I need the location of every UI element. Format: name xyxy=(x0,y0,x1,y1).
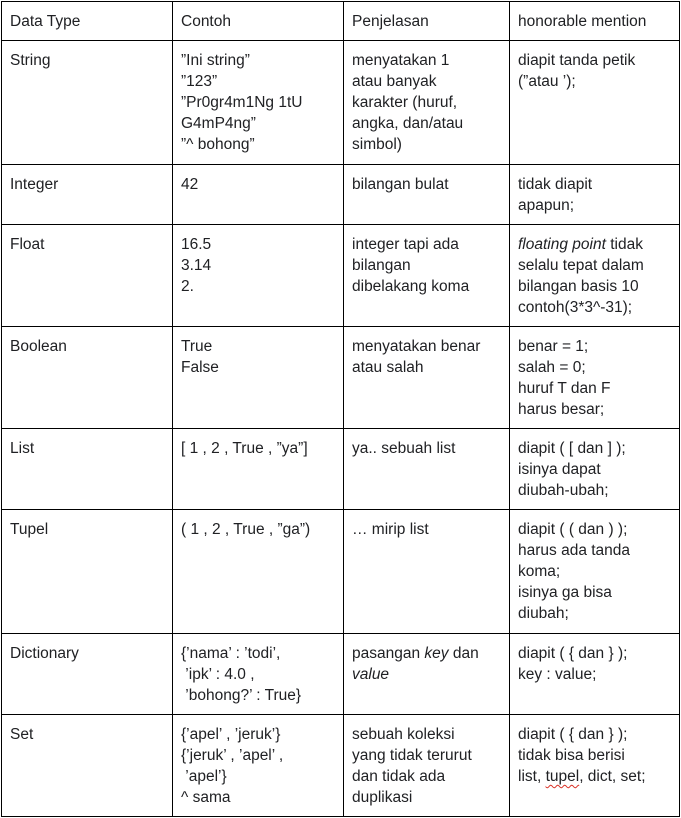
mention-line: diapit ( [ dan ] ); xyxy=(518,440,626,457)
contoh-cell xyxy=(173,165,344,225)
type-cell: String xyxy=(2,41,173,165)
mention-line: (”atau ’); xyxy=(518,73,576,90)
contoh-line: {’jeruk’ , ’apel’ , xyxy=(181,747,284,764)
data-types-table xyxy=(1,1,680,817)
mention-cell xyxy=(510,41,680,165)
type-cell: Integer xyxy=(2,165,173,225)
penjelasan-line: angka, dan/atau xyxy=(352,115,464,132)
penjelasan-cell xyxy=(344,327,510,429)
contoh-line: G4mP4ng” xyxy=(181,115,256,132)
mention-line: key : value; xyxy=(518,666,597,683)
penjelasan-cell xyxy=(344,510,510,634)
mention-line: diapit tanda petik xyxy=(518,52,636,69)
mention-line: tidak bisa berisi xyxy=(518,747,625,764)
type-cell: Tupel xyxy=(2,510,173,634)
penjelasan-line: dan tidak ada xyxy=(352,768,446,785)
contoh-line: ”123” xyxy=(181,73,218,90)
contoh-line: {’nama’ : ’todi’, xyxy=(181,645,281,662)
header-cell-honorable-mention: honorable mention xyxy=(510,2,680,41)
header-cell-penjelasan: Penjelasan xyxy=(344,2,510,41)
penjelasan-line: dibelakang koma xyxy=(352,278,470,295)
mention-cell xyxy=(510,715,680,817)
contoh-line: ’bohong?’ : True} xyxy=(181,687,302,704)
table-row xyxy=(2,41,680,165)
penjelasan-line: bilangan bulat xyxy=(352,176,449,193)
mention-line xyxy=(518,234,671,255)
contoh-line: ”^ bohong” xyxy=(181,136,255,153)
mention-cell xyxy=(510,327,680,429)
penjelasan-line: yang tidak terurut xyxy=(352,747,472,764)
contoh-cell xyxy=(173,715,344,817)
table-row xyxy=(2,327,680,429)
contoh-line: ”Pr0gr4m1Ng 1tU xyxy=(181,94,303,111)
mention-line: benar = 1; xyxy=(518,338,589,355)
mention-line: harus ada tanda xyxy=(518,542,631,559)
mention-line xyxy=(518,766,671,787)
type-cell: Boolean xyxy=(2,327,173,429)
mention-italic-term: floating point xyxy=(518,236,606,253)
mention-line: selalu tepat dalam xyxy=(518,257,644,274)
table-row xyxy=(2,225,680,327)
penjelasan-line: atau banyak xyxy=(352,73,437,90)
contoh-cell xyxy=(173,327,344,429)
mention-line: bilangan basis 10 xyxy=(518,278,639,295)
penjelasan-line: ya.. sebuah list xyxy=(352,440,456,457)
penjelasan-cell xyxy=(344,41,510,165)
mention-line: diubah-ubah; xyxy=(518,482,609,499)
mention-line: diapit ( ( dan ) ); xyxy=(518,521,628,538)
type-cell: Set xyxy=(2,715,173,817)
mention-line: tidak diapit xyxy=(518,176,593,193)
penjelasan-cell xyxy=(344,429,510,510)
penjelasan-cell xyxy=(344,225,510,327)
penjelasan-line: simbol) xyxy=(352,136,402,153)
contoh-line: True xyxy=(181,338,213,355)
penjelasan-cell xyxy=(344,715,510,817)
contoh-line: 2. xyxy=(181,278,194,295)
contoh-cell xyxy=(173,634,344,715)
mention-cell xyxy=(510,165,680,225)
header-cell-data-type: Data Type xyxy=(2,2,173,41)
contoh-line: 16.5 xyxy=(181,236,212,253)
penjelasan-line: karakter (huruf, xyxy=(352,94,458,111)
mention-cell xyxy=(510,225,680,327)
contoh-line: 42 xyxy=(181,176,199,193)
mention-line: isinya ga bisa xyxy=(518,584,612,601)
contoh-line: ( 1 , 2 , True , ”ga”) xyxy=(181,521,311,538)
penjelasan-line: menyatakan 1 xyxy=(352,52,450,69)
type-cell: Dictionary xyxy=(2,634,173,715)
penjelasan-cell xyxy=(344,165,510,225)
penjelasan-text: pasangan xyxy=(352,645,425,662)
mention-line: diubah; xyxy=(518,605,569,622)
mention-line: contoh(3*3^-31); xyxy=(518,299,633,316)
contoh-line: 3.14 xyxy=(181,257,212,274)
penjelasan-line: … mirip list xyxy=(352,521,429,538)
contoh-line: False xyxy=(181,359,219,376)
mention-line: apapun; xyxy=(518,197,575,214)
penjelasan-text: dan xyxy=(448,645,479,662)
table-row xyxy=(2,510,680,634)
table-row xyxy=(2,715,680,817)
contoh-cell xyxy=(173,429,344,510)
contoh-cell xyxy=(173,41,344,165)
penjelasan-line: menyatakan benar xyxy=(352,338,481,355)
penjelasan-line: duplikasi xyxy=(352,789,413,806)
type-cell: List xyxy=(2,429,173,510)
contoh-line: ’ipk’ : 4.0 , xyxy=(181,666,255,683)
penjelasan-italic-value: value xyxy=(352,666,390,683)
contoh-cell xyxy=(173,510,344,634)
table-row xyxy=(2,634,680,715)
table-row xyxy=(2,165,680,225)
mention-cell xyxy=(510,634,680,715)
penjelasan-line: integer tapi ada xyxy=(352,236,459,253)
contoh-line: ’apel’} xyxy=(181,768,227,785)
contoh-line: ^ sama xyxy=(181,789,231,806)
mention-line: koma; xyxy=(518,563,561,580)
penjelasan-italic-key: key xyxy=(424,645,449,662)
mention-line: diapit ( { dan } ); xyxy=(518,645,628,662)
penjelasan-line xyxy=(352,643,501,664)
table-row xyxy=(2,429,680,510)
mention-line: huruf T dan F xyxy=(518,380,611,397)
mention-line: harus besar; xyxy=(518,401,605,418)
header-cell-contoh: Contoh xyxy=(173,2,344,41)
mention-line: isinya dapat xyxy=(518,461,601,478)
mention-line: salah = 0; xyxy=(518,359,586,376)
mention-line: diapit ( { dan } ); xyxy=(518,726,628,743)
penjelasan-line: sebuah koleksi xyxy=(352,726,455,743)
spellcheck-underlined-word: tupel xyxy=(545,768,580,785)
penjelasan-cell xyxy=(344,634,510,715)
contoh-line: {’apel’ , ’jeruk’} xyxy=(181,726,281,743)
mention-cell xyxy=(510,429,680,510)
contoh-line: [ 1 , 2 , True , ”ya”] xyxy=(181,440,308,457)
mention-text: tidak xyxy=(605,236,643,253)
mention-text: , dict, set; xyxy=(579,768,646,785)
penjelasan-line: atau salah xyxy=(352,359,424,376)
penjelasan-line: bilangan xyxy=(352,257,411,274)
contoh-line: ”Ini string” xyxy=(181,52,250,69)
mention-cell xyxy=(510,510,680,634)
header-row xyxy=(2,2,680,41)
mention-text: list, xyxy=(518,768,546,785)
contoh-cell xyxy=(173,225,344,327)
type-cell: Float xyxy=(2,225,173,327)
